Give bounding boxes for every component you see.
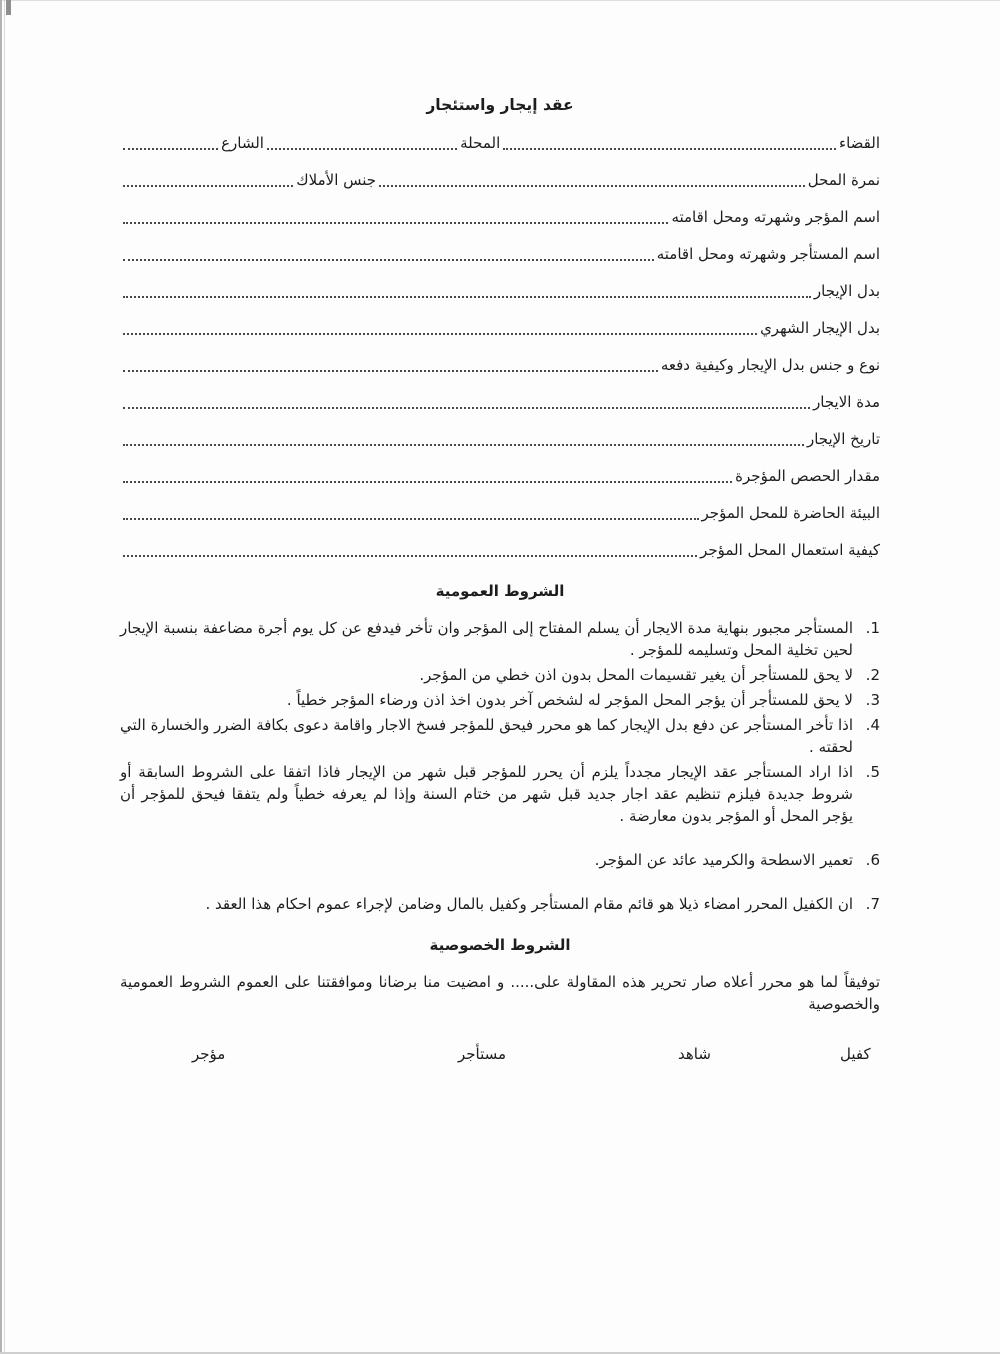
dotted-leader: [123, 444, 804, 446]
term-item-5: [120, 761, 880, 827]
term-text: المستأجر مجبور بنهاية مدة الايجار أن يسلم المفتاح إلى المؤجر وان تأخر فيدفع عن كل يوم أجرة مضاعفة بنسبة الإيجار لحين تخلية المحل وتسليمه للمؤجر .: [120, 619, 853, 659]
field-row-lease-duration: [120, 389, 880, 413]
term-item-7: [120, 893, 880, 915]
field-label-rent-kind-payment: نوع و جنس بدل الإيجار وكيفية دفعه: [660, 356, 880, 374]
field-label-lessor-name: اسم المؤجر وشهرته ومحل اقامته: [671, 208, 880, 226]
term-item-1: [120, 617, 880, 661]
scan-edge-left: [0, 0, 2, 1354]
document-content: [120, 0, 880, 1069]
dotted-leader: [267, 148, 457, 150]
term-number: 5.: [865, 763, 880, 781]
dotted-leader: [123, 333, 757, 335]
term-number: 3.: [865, 691, 880, 709]
field-row-lease-date: [120, 426, 880, 450]
dotted-leader: [123, 259, 654, 261]
signature-label-lessee: مستأجر: [458, 1045, 507, 1063]
field-label-lease-date: تاريخ الإيجار: [806, 430, 880, 448]
signature-label-lessor: مؤجر: [192, 1045, 226, 1063]
term-text: اذا اراد المستأجر عقد الإيجار مجدداً يلزم أن يحرر للمؤجر قبل شهر من الإيجار فاذا اتفقا على الشروط السابقة أو شروط جديدة فيلزم تنظيم عقد اجار جديد قبل شهر من ختام السنة وإذا لم يعرفه خطياً ولم يتفقا فيحق للمؤجر أن يؤجر المحل أو المؤجر بدون معارضة .: [120, 763, 853, 825]
term-item-4: [120, 714, 880, 758]
special-terms-title: الشروط الخصوصية: [429, 936, 571, 954]
field-label-quarter: المحلة: [460, 134, 501, 152]
dotted-leader: [123, 518, 699, 520]
field-label-leased-shares: مقدار الحصص المؤجرة: [735, 467, 880, 485]
scan-edge-left-inner: [4, 0, 5, 1354]
term-number: 6.: [865, 851, 880, 869]
field-label-shop-number: نمرة المحل: [807, 171, 880, 189]
term-number: 2.: [865, 666, 880, 684]
field-label-street: الشارع: [221, 134, 264, 152]
field-label-current-condition: البيئة الحاضرة للمحل المؤجر: [701, 504, 880, 522]
term-text: اذا تأخر المستأجر عن دفع بدل الإيجار كما هو محرر فيحق للمؤجر فسخ الاجار واقامة دعوى بكافة الضرر والخسارة التي لحقته .: [120, 716, 853, 756]
dotted-leader: [123, 555, 697, 557]
field-label-usage: كيفية استعمال المحل المؤجر: [700, 541, 880, 559]
dotted-leader: [123, 481, 732, 483]
dotted-leader: [123, 185, 293, 187]
signature-label-witness: شاهد: [678, 1045, 711, 1063]
field-row-shop-number-property-type: [120, 167, 880, 191]
term-text: تعمير الاسطحة والكرميد عائد عن المؤجر.: [594, 851, 853, 869]
general-terms-list: [120, 617, 880, 915]
field-row-rent-amount: [120, 278, 880, 302]
field-label-property-type: جنس الأملاك: [296, 171, 377, 189]
field-label-lessee-name: اسم المستأجر وشهرته ومحل اقامته: [656, 245, 880, 263]
dotted-leader: [123, 296, 811, 298]
document-title: عقد إيجار واستئجار: [426, 96, 574, 114]
scan-corner-artifact: [6, 0, 11, 15]
dotted-leader: [123, 407, 810, 409]
field-label-monthly-rent: بدل الإيجار الشهري: [760, 319, 880, 337]
field-row-lessee-name: [120, 241, 880, 265]
dotted-leader: [123, 222, 668, 224]
field-label-rent-amount: بدل الإيجار: [813, 282, 880, 300]
field-row-rent-kind-payment: [120, 352, 880, 376]
field-label-district: القضاء: [839, 134, 880, 152]
field-row-current-condition: [120, 500, 880, 524]
general-terms-title: الشروط العمومية: [435, 582, 565, 600]
term-number: 4.: [865, 716, 880, 734]
term-number: 1.: [865, 619, 880, 637]
field-label-lease-duration: مدة الايجار: [813, 393, 880, 411]
term-text: لا يحق للمستأجر أن يؤجر المحل المؤجر له لشخص آخر بدون اخذ اذن ورضاء المؤجر خطياً .: [286, 691, 853, 709]
field-row-district-quarter-street: [120, 130, 880, 154]
closing-paragraph: توفيقاً لما هو محرر أعلاه صار تحرير هذه المقاولة على..... و امضيت منا برضانا وموافقتنا على العموم الشروط العمومية والخصوصية: [120, 973, 880, 1013]
field-row-usage: [120, 537, 880, 561]
dotted-leader: [379, 185, 805, 187]
field-row-leased-shares: [120, 463, 880, 487]
dotted-leader: [123, 148, 218, 150]
signature-label-guarantor: كفيل: [840, 1045, 871, 1063]
field-row-lessor-name: [120, 204, 880, 228]
term-item-6: [120, 849, 880, 871]
signature-row: [120, 1043, 880, 1069]
term-number: 7.: [865, 895, 880, 913]
term-text: ان الكفيل المحرر امضاء ذيلا هو قائم مقام المستأجر وكفيل بالمال وضامن لإجراء عموم احكام هذا العقد .: [205, 895, 853, 913]
dotted-leader: [123, 370, 658, 372]
term-item-3: [120, 689, 880, 711]
field-row-monthly-rent: [120, 315, 880, 339]
dotted-leader: [503, 148, 836, 150]
term-text: لا يحق للمستأجر أن يغير تقسيمات المحل بدون اذن خطي من المؤجر.: [419, 666, 853, 684]
term-item-2: [120, 664, 880, 686]
